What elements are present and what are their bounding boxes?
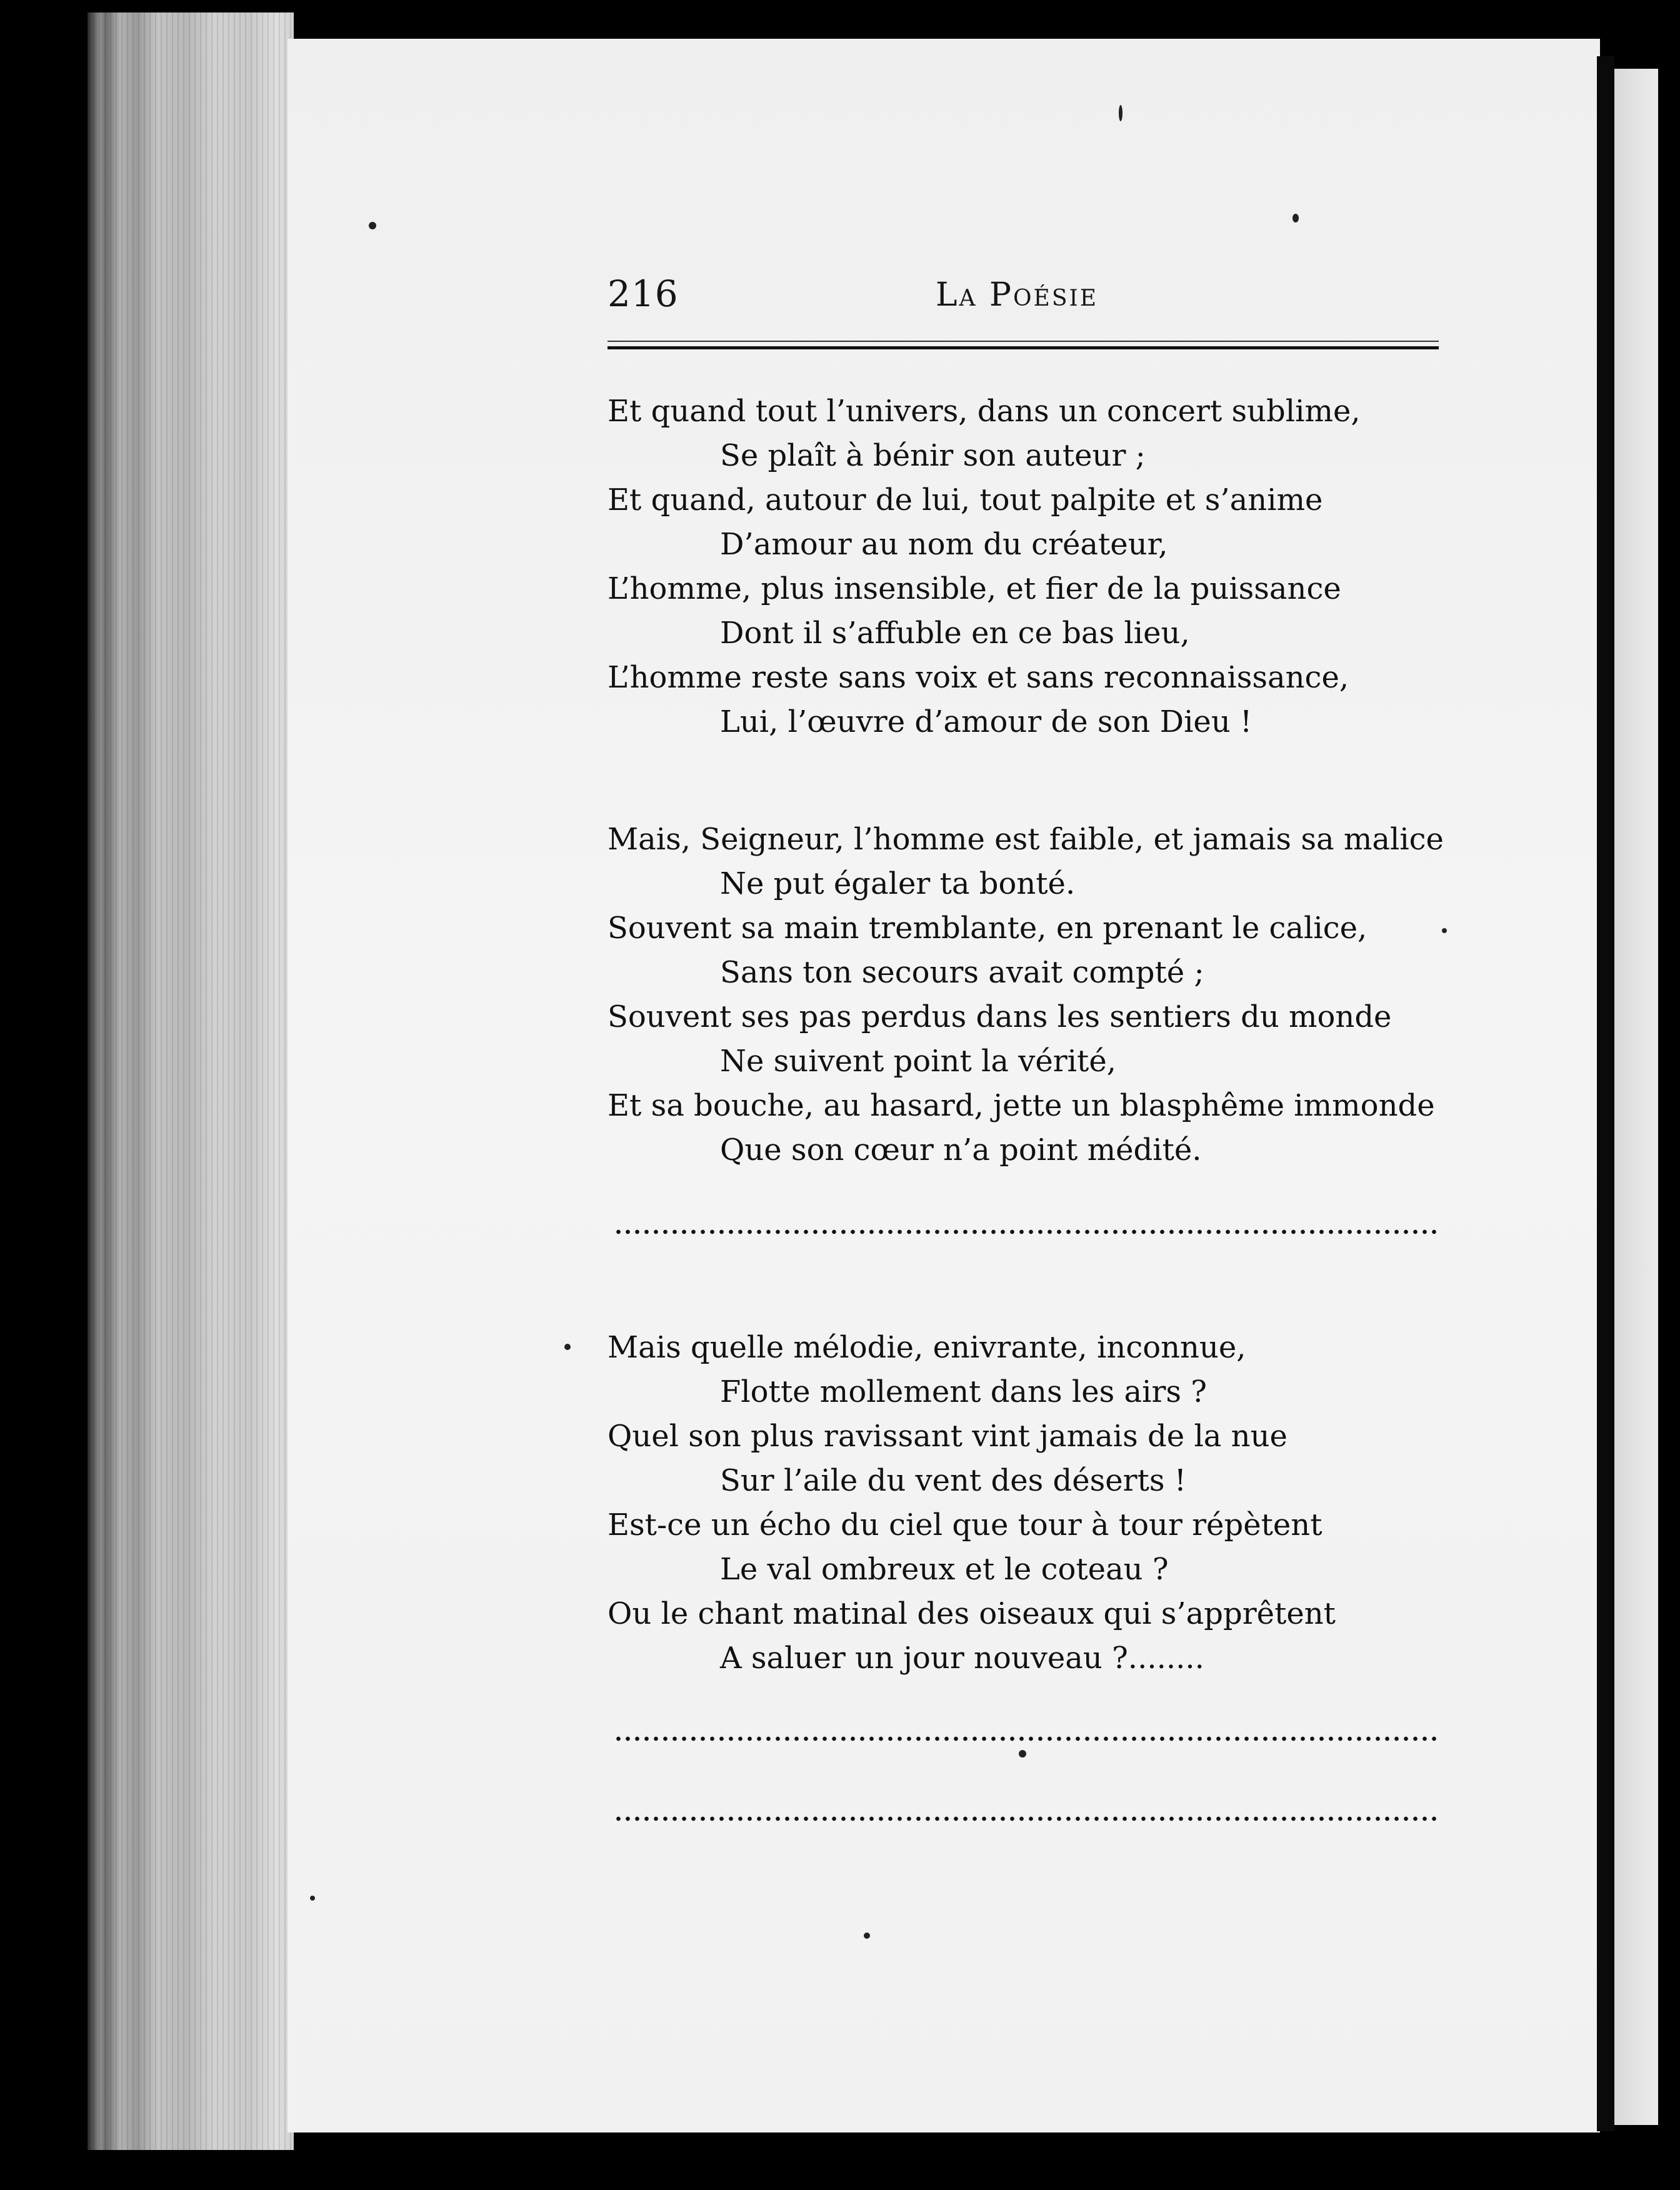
verse-line: Flotte mollement dans les airs ?	[720, 1374, 1208, 1409]
header-rule	[608, 341, 1439, 349]
verse-line: Ne suivent point la vérité,	[720, 1044, 1116, 1079]
verse-line: Dont il s’affuble en ce bas lieu,	[720, 616, 1190, 651]
running-title: La Poésie	[936, 276, 1099, 314]
scan-speck	[369, 222, 376, 229]
scan-speck	[1119, 105, 1122, 121]
ellipsis-rule	[614, 1229, 1439, 1235]
verse-line: Que son cœur n’a point médité.	[720, 1132, 1202, 1168]
verse-line: L’homme reste sans voix et sans reconnaissance,	[608, 660, 1349, 695]
verse-line: Et quand, autour de lui, tout palpite et s’anime	[608, 482, 1323, 518]
running-head	[608, 272, 1439, 315]
scan-speck	[1019, 1750, 1026, 1758]
verse-line: Ou le chant matinal des oiseaux qui s’apprêtent	[608, 1596, 1336, 1631]
facing-page-edge	[1597, 56, 1614, 2131]
verse-line: Souvent sa main tremblante, en prenant le calice,	[608, 911, 1368, 946]
scan-speck	[864, 1932, 870, 1939]
page-edges	[88, 12, 294, 2150]
scan-speck	[564, 1344, 571, 1350]
verse-line: Se plaît à bénir son auteur ;	[720, 438, 1146, 473]
verse-line: A saluer un jour nouveau ?........	[720, 1641, 1204, 1676]
ellipsis-rule	[614, 1816, 1439, 1822]
stanza-3	[608, 1326, 1458, 1681]
verse-line: Sur l’aile du vent des déserts !	[720, 1463, 1187, 1498]
verse-line: Lui, l’œuvre d’amour de son Dieu !	[720, 704, 1252, 739]
verse-line: D’amour au nom du créateur,	[720, 527, 1168, 562]
verse-line: Le val ombreux et le coteau ?	[720, 1552, 1169, 1587]
verse-line: Sans ton secours avait compté ;	[720, 955, 1204, 990]
page-number: 216	[608, 272, 679, 315]
verse-line: Et quand tout l’univers, dans un concert sublime,	[608, 394, 1361, 429]
verse-line: Quel son plus ravissant vint jamais de la nue	[608, 1419, 1288, 1454]
verse-line: Et sa bouche, au hasard, jette un blasphême immonde	[608, 1088, 1435, 1123]
facing-page-strip	[1614, 69, 1658, 2125]
verse-line: Mais, Seigneur, l’homme est faible, et jamais sa malice	[608, 822, 1444, 857]
scan-speck	[310, 1896, 315, 1901]
verse-line: Ne put égaler ta bonté.	[720, 866, 1076, 901]
verse-line: Mais quelle mélodie, enivrante, inconnue,	[608, 1330, 1246, 1365]
verse-line: Souvent ses pas perdus dans les sentiers du monde	[608, 999, 1392, 1034]
verse-line: Est-ce un écho du ciel que tour à tour répètent	[608, 1508, 1322, 1542]
scan-speck	[1292, 214, 1299, 222]
stanza-2	[608, 818, 1458, 1172]
ellipsis-rule	[614, 1736, 1439, 1742]
verse-line: L’homme, plus insensible, et fier de la puissance	[608, 571, 1341, 606]
stanza-1	[608, 389, 1458, 744]
